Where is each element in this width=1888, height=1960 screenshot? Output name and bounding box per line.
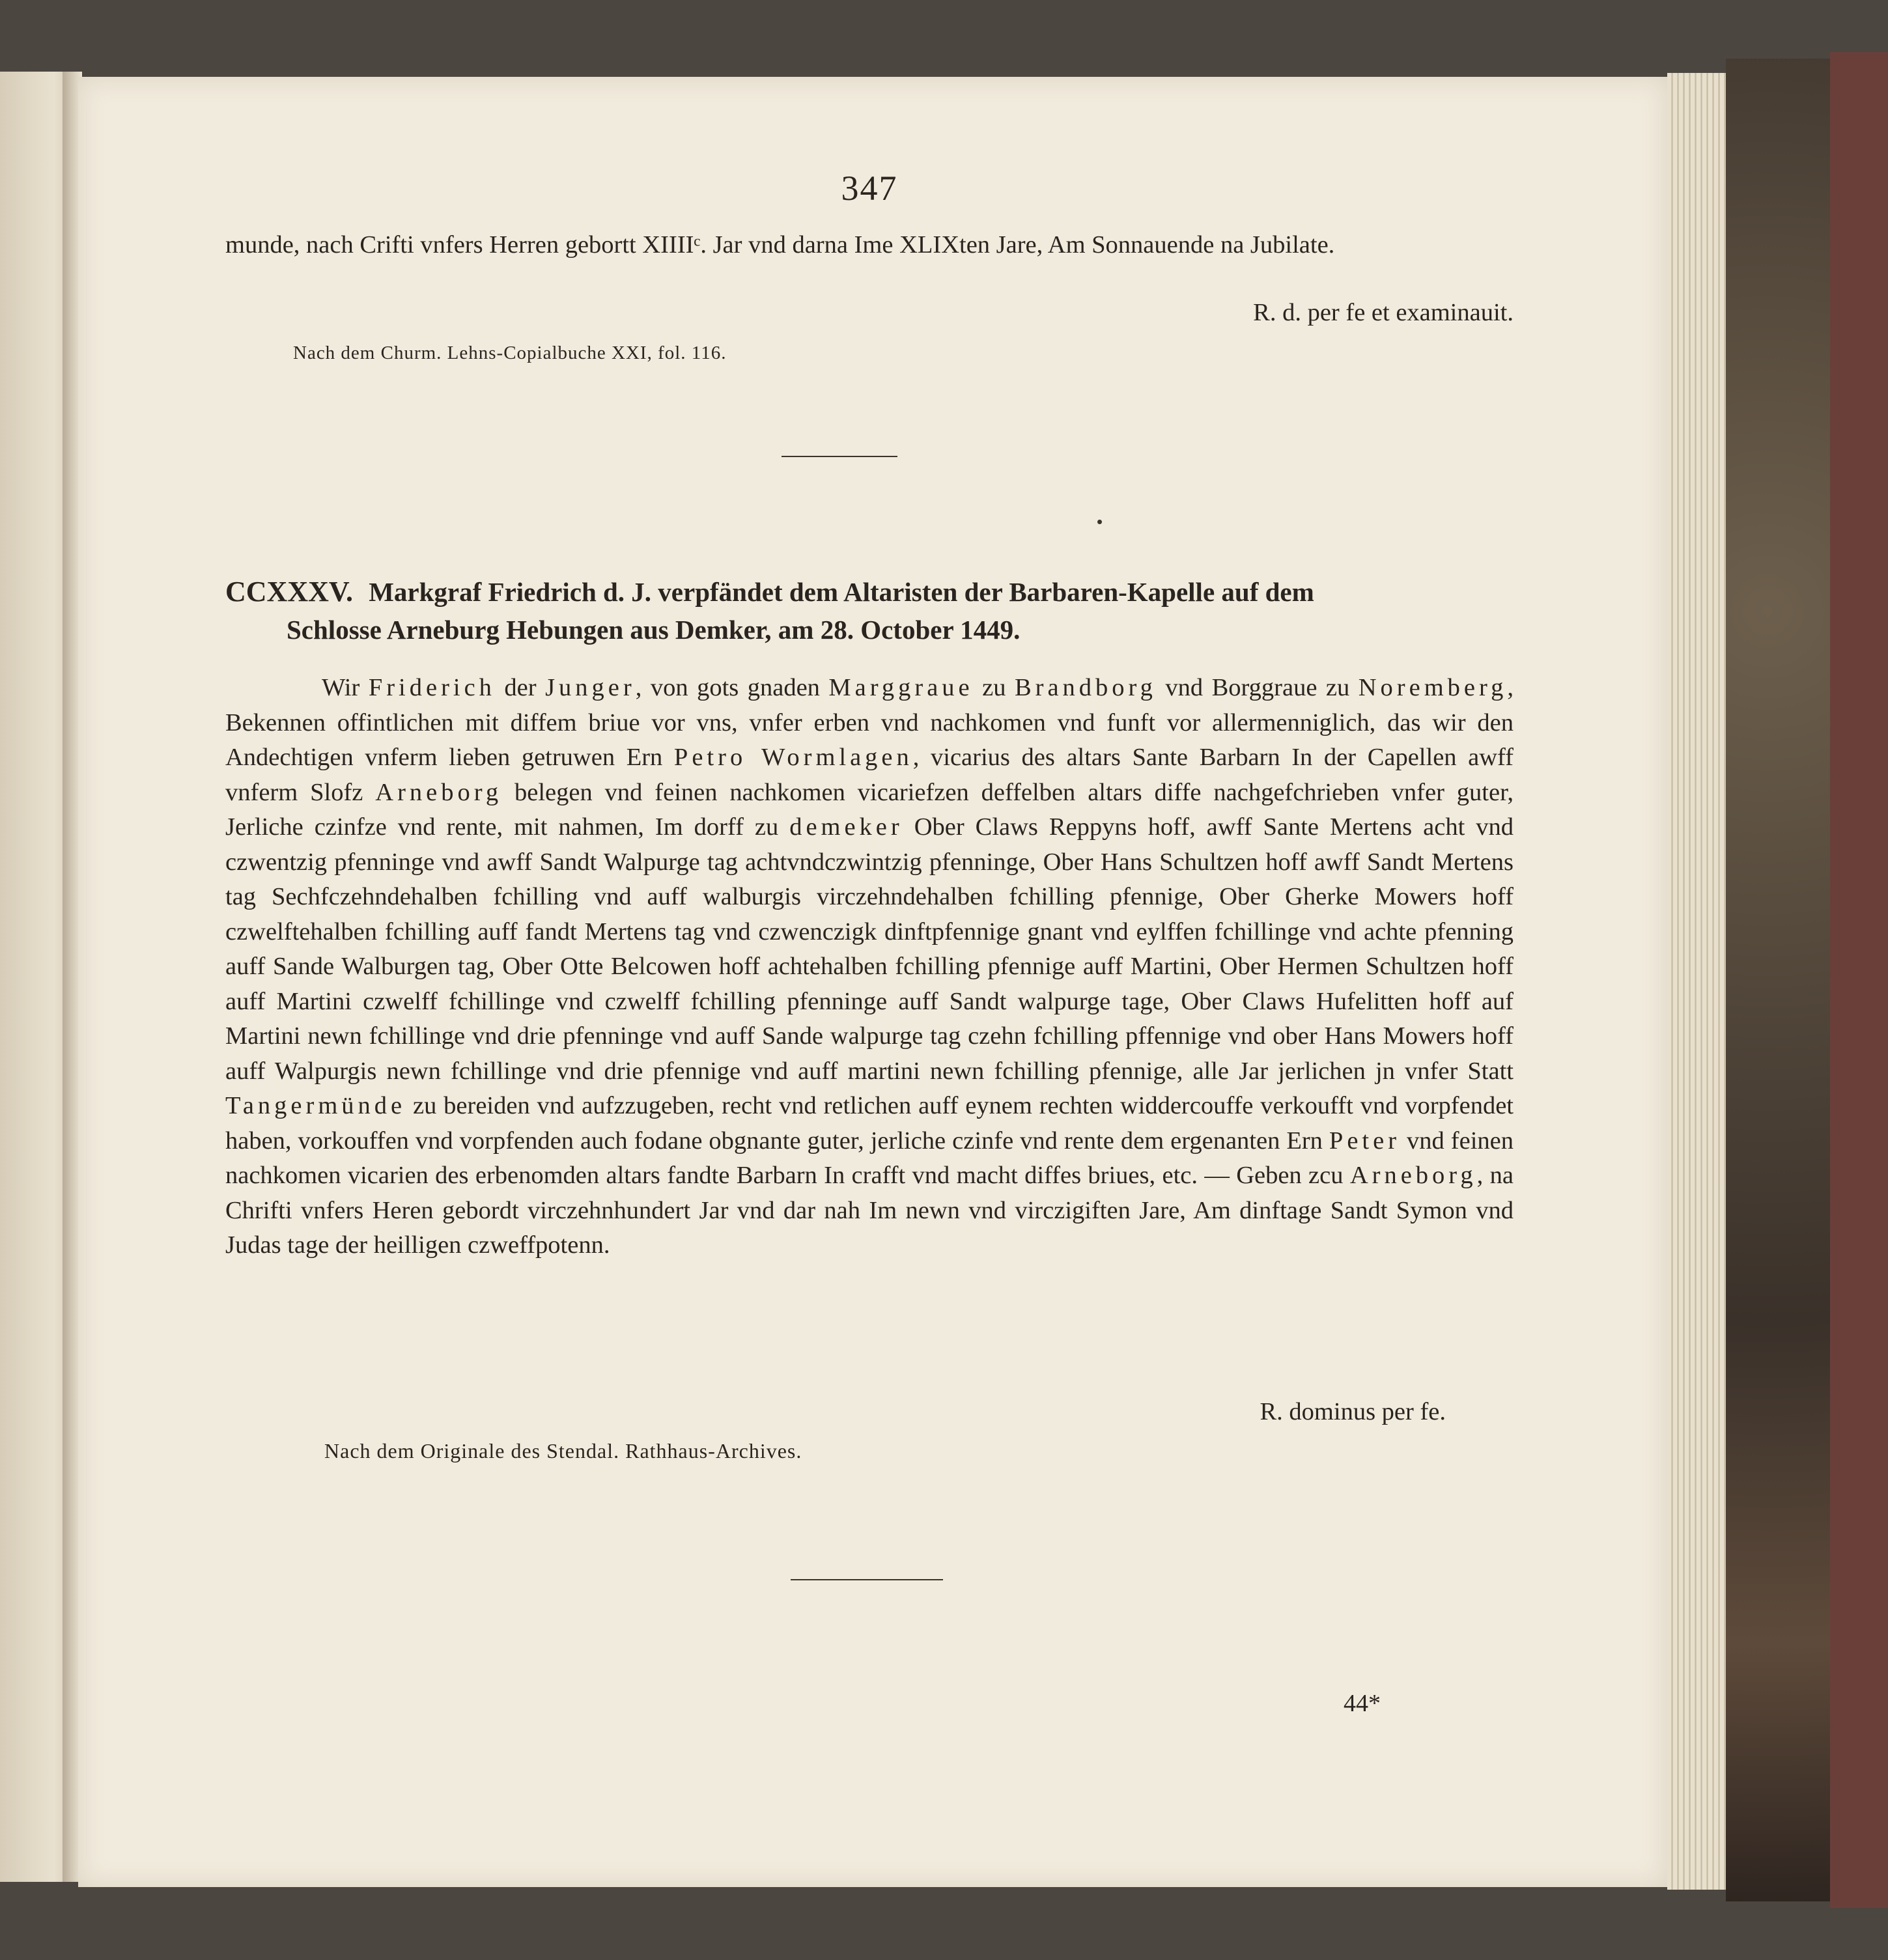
cover-spine — [1830, 52, 1888, 1908]
section-divider — [782, 456, 897, 457]
body-segment: Ober Claws Reppyns hoff, awff Sante Mertens acht vnd czwentzig pfenninge vnd awff Sandt Walpurge tag achtvndczwintzig pfenninge, Ober Hans Schultzen hoff awff Sandt Mertens tag Sechfczehndehalben fchilling vnd auff walburgis virczehndehalben fchilling pfennige, Ober Gherke Mowers hoff czwelftehalben fchilling auff fandt Mertens tag vnd czwenczigk dinftpfennige gnant vnd eylffen fchillinge vnd achte pfenning auff Sande Walburgen tag, Ober Otte Belcowen hoff achtehalben fchilling pfennige auff Martini, Ober Hermen Schultzen hoff auff Martini czwelff fchillinge vnd czwelff fchilling pfenninge auff Sandt walpurge tage, Ober Claws Hufelitten hoff auf Martini newn fchillinge vnd drie pfenninge vnd auff Sande walpurge tag czehn fchilling pffennige vnd ober Hans Mowers hoff auff Walpurgis newn fchillinge vnd drie pfennige vnd auff martini newn fchilling pfennige, alle Jar jerlichen jn vnfer Statt — [225, 813, 1514, 1085]
body-segment: , na Chrifti vnfers Heren gebordt virczehnhundert Jar vnd dar nah Im newn vnd virczigiften Jare, Am dinftage Sandt Symon vnd Judas tage der heilligen czweffpotenn. — [225, 1162, 1514, 1259]
document-heading — [225, 573, 1514, 649]
document-number: CCXXXV. — [225, 576, 353, 608]
marbled-cover — [1726, 59, 1830, 1901]
end-divider — [791, 1579, 943, 1580]
spaced-name: Brandborg — [1014, 674, 1157, 701]
spaced-name: Junger — [545, 674, 636, 701]
spaced-name: Petro Wormlagen — [673, 744, 913, 771]
continued-signature: R. d. per fe et examinauit. — [1253, 299, 1514, 326]
page-block-edges — [1667, 73, 1726, 1890]
sheet-signature-mark: 44* — [1344, 1690, 1381, 1717]
continued-source-note: Nach dem Churm. Lehns-Copialbuche XXI, fol. 116. — [293, 343, 727, 363]
page-number: 347 — [841, 169, 898, 208]
spaced-name: Tangermünde — [225, 1092, 406, 1119]
body-segment: zu bereiden vnd aufzzugeben, recht vnd retlichen auff eynem rechten widdercouffe verkoufft vnd vorpfendet haben, vorkouffen vnd vorpfenden auch fodane obgnante guter, jerliche czinfe vnd rente dem ergenanten Ern — [225, 1092, 1514, 1155]
spaced-name: Arneborg — [375, 778, 503, 806]
body-segment: , vicarius des altars Sante Barbarn In der Capellen awff vnferm Slofz — [225, 744, 1514, 806]
body-segment: , Bekennen offintlichen mit diffem briue vor vns, vnfer erben vnd nachkomen vnd funft vor allermenniglich, das wir den Andechtigen vnferm lieben getruwen Ern — [225, 674, 1514, 771]
document-source-note: Nach dem Originale des Stendal. Rathhaus-Archives. — [324, 1439, 802, 1463]
body-segment: vnd Borggraue zu — [1156, 674, 1359, 701]
page-content — [78, 77, 1667, 1887]
spaced-name: Peter — [1329, 1127, 1401, 1155]
spaced-name: demeker — [789, 813, 903, 841]
continued-paragraph: munde, nach Crifti vnfers Herren gebortt XIIIIᶜ. Jar vnd darna Ime XLIXten Jare, Am Sonnauende na Jubilate. — [225, 231, 1335, 259]
spaced-name: Marggraue — [828, 674, 974, 701]
body-segment: vnd feinen nachkomen vicarien des erbenomden altars fandte Barbarn In crafft vnd macht diffes briues, etc. — Geben zcu — [225, 1127, 1514, 1189]
book-page — [78, 77, 1667, 1887]
spaced-name: Arneborg — [1349, 1162, 1477, 1189]
heading-line-1: Markgraf Friedrich d. J. verpfändet dem Altaristen der Barbaren-Kapelle auf dem — [369, 577, 1314, 607]
heading-line-2: Schlosse Arneburg Hebungen aus Demker, am 28. October 1449. — [287, 615, 1021, 645]
document-signature: R. dominus per fe. — [1260, 1398, 1446, 1425]
body-segment: belegen vnd feinen nachkomen vicariefzen deffelben altars diffe nachgefchrieben vnfer guter, Jerliche czinfze vnd rente, mit nahmen, Im dorff zu — [225, 778, 1514, 841]
body-segment: zu — [973, 674, 1015, 701]
document-body — [225, 671, 1514, 1263]
body-segment: , von gots gnaden — [635, 674, 829, 701]
spaced-name: Friderich — [368, 674, 496, 701]
body-segment: der — [495, 674, 546, 701]
spaced-name: Noremberg — [1358, 674, 1508, 701]
body-segment: Wir — [322, 674, 369, 701]
stray-mark — [1097, 520, 1102, 524]
